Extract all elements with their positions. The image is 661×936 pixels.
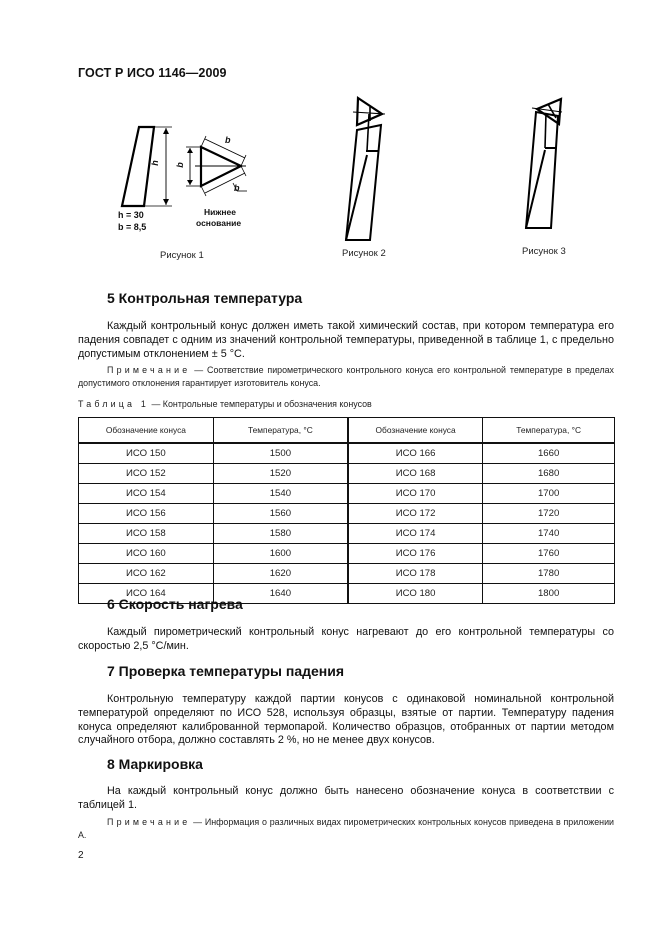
base-label-line1: Нижнее xyxy=(204,207,236,217)
cell: ИСО 172 xyxy=(348,504,483,524)
header-cone-designation: Обозначение конуса xyxy=(79,418,214,444)
cell: ИСО 168 xyxy=(348,464,483,484)
cell: 1640 xyxy=(213,584,348,604)
table-header-row xyxy=(79,418,615,444)
page-number: 2 xyxy=(78,850,84,861)
cell: 1740 xyxy=(483,524,615,544)
cell: ИСО 162 xyxy=(79,564,214,584)
cell: 1760 xyxy=(483,544,615,564)
section-5-paragraph xyxy=(78,320,614,361)
cell: ИСО 164 xyxy=(79,584,214,604)
cell: 1720 xyxy=(483,504,615,524)
cell: 1560 xyxy=(213,504,348,524)
cell: ИСО 152 xyxy=(79,464,214,484)
cell: ИСО 160 xyxy=(79,544,214,564)
figure-3-caption: Рисунок 3 xyxy=(522,246,566,257)
header-temperature: Температура, °C xyxy=(213,418,348,444)
cell: 1660 xyxy=(483,443,615,464)
b-side-top-label: b xyxy=(225,135,231,145)
b-side-bottom-label: b xyxy=(234,183,240,193)
table-row xyxy=(79,504,615,524)
header-cone-designation: Обозначение конуса xyxy=(348,418,483,444)
cell: 1540 xyxy=(213,484,348,504)
cell: ИСО 154 xyxy=(79,484,214,504)
figure-2-caption: Рисунок 2 xyxy=(342,248,386,259)
note-text: — Соответствие пирометрического контрольного конуса его контрольной температуре в пределах допустимого отклонения гарантирует изготовитель конуса. xyxy=(78,365,614,388)
section-7-paragraph xyxy=(78,693,614,748)
cell: ИСО 174 xyxy=(348,524,483,544)
table-row xyxy=(79,524,615,544)
b-param-label: b = 8,5 xyxy=(118,222,147,232)
table-caption-label: Таблица 1 xyxy=(78,399,149,409)
section-8-note xyxy=(78,816,614,841)
b-dimension-label: b xyxy=(174,162,185,168)
section-7-text: Контрольную температуру каждой партии конусов с одинаковой номинальной контрольной температурой определяют по ИСО 528, используя образцы, взятые от партии. Температуру падения конуса определяют калиброванной термопарой. Количество образцов, отобранных от партии методом случайного отбора, должно составлять 2 %, но не менее двух конусов. xyxy=(78,693,614,747)
figure-1-caption: Рисунок 1 xyxy=(160,250,204,261)
section-5-note xyxy=(78,364,614,389)
note-label: Примечание xyxy=(107,365,191,375)
section-6-text: Каждый пирометрический контрольный конус нагревают до его контрольной температуры со скоростью 2,5 °C/мин. xyxy=(78,626,614,652)
cell: ИСО 176 xyxy=(348,544,483,564)
table-row xyxy=(79,443,615,464)
cell: ИСО 158 xyxy=(79,524,214,544)
control-temperatures-table xyxy=(78,417,615,604)
cell: 1600 xyxy=(213,544,348,564)
cell: ИСО 170 xyxy=(348,484,483,504)
cell: ИСО 180 xyxy=(348,584,483,604)
section-8-text: На каждый контрольный конус должно быть нанесено обозначение конуса в соответствии с таблицей 1. xyxy=(78,785,614,811)
section-5-heading: 5 Контрольная температура xyxy=(107,290,303,306)
cell: 1500 xyxy=(213,443,348,464)
section-5-text: Каждый контрольный конус должен иметь такой химический состав, при котором температура его падения совпадет с одним из значений контрольной температуры, приведенной в таблице 1, с предельно допустимым отклонением ± 5 °C. xyxy=(78,320,614,360)
table-caption-text: — Контрольные температуры и обозначения конусов xyxy=(149,399,372,409)
cell: 1680 xyxy=(483,464,615,484)
cell: 1520 xyxy=(213,464,348,484)
table-row xyxy=(79,484,615,504)
section-6-heading: 6 Скорость нагрева xyxy=(107,596,243,612)
cell: 1700 xyxy=(483,484,615,504)
cell: ИСО 156 xyxy=(79,504,214,524)
cell: 1800 xyxy=(483,584,615,604)
h-param-label: h = 30 xyxy=(118,210,144,220)
section-7-heading: 7 Проверка температуры падения xyxy=(107,663,345,679)
table-1-caption xyxy=(78,399,372,409)
note-text: — Информация о различных видах пирометрических контрольных конусов приведена в приложении А. xyxy=(78,817,614,840)
table-row xyxy=(79,464,615,484)
header-temperature: Температура, °C xyxy=(483,418,615,444)
cell: 1780 xyxy=(483,564,615,584)
section-8-paragraph xyxy=(78,785,614,813)
section-8-heading: 8 Маркировка xyxy=(107,756,203,772)
cell: ИСО 166 xyxy=(348,443,483,464)
section-6-paragraph xyxy=(78,626,614,654)
table-row xyxy=(79,564,615,584)
cell: 1620 xyxy=(213,564,348,584)
table-row xyxy=(79,544,615,564)
base-label-line2: основание xyxy=(196,218,242,228)
note-label: Примечание xyxy=(107,817,191,827)
cell: ИСО 150 xyxy=(79,443,214,464)
cell: ИСО 178 xyxy=(348,564,483,584)
document-header: ГОСТ Р ИСО 1146—2009 xyxy=(78,66,227,80)
cell: 1580 xyxy=(213,524,348,544)
h-dimension-label: h xyxy=(149,160,160,166)
